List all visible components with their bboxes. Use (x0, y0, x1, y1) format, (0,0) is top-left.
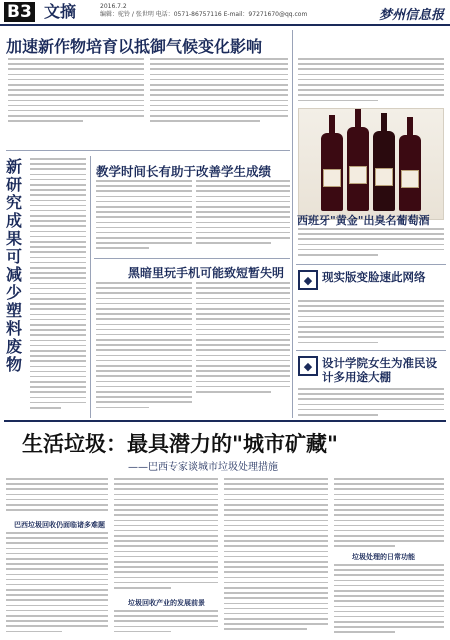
news-brief-icon: ◆ (298, 270, 318, 290)
divider (6, 150, 290, 151)
divider (296, 264, 446, 265)
wine-photo (298, 108, 444, 220)
divider (94, 258, 290, 259)
article-body-teaching-col2 (196, 180, 290, 254)
main-article-body-col4a (334, 478, 444, 548)
article-body-crops-col3 (298, 58, 444, 104)
section-name: 文摘 (44, 2, 77, 21)
main-article-subheadline: ——巴西专家谈城市垃圾处理措施 (128, 462, 278, 473)
main-article-body-col2b (114, 610, 218, 636)
brief-headline-greenhouse: 设计学院女生为准民设计多用途大棚 (322, 356, 437, 384)
divider (296, 350, 446, 351)
brief-headline-face: 现实版变脸速此网络 (322, 270, 426, 284)
article-body-phone-col2 (196, 282, 290, 414)
article-headline-crops: 加速新作物培育以抵御气候变化影响 (6, 37, 263, 56)
main-article-headline: 生活垃圾：最具潜力的"城市矿藏" (22, 432, 338, 456)
main-article-subhead: 垃圾处理的日常功能 (352, 553, 415, 561)
editor-contact: 编辑：驼铃 / 张世明 电话：0571-86757116 E-mail：97271670@qq.com (100, 11, 308, 18)
photo-caption-headline: 西班牙"黄金"出臭名葡萄酒 (297, 214, 430, 227)
side-article-title: 新研究成果可减少塑料废物 (6, 157, 23, 374)
divider (4, 420, 446, 422)
main-article-body-col3 (224, 478, 328, 636)
article-headline-teaching: 教学时间长有助于改善学生成绩 (96, 164, 272, 179)
side-article-body (30, 158, 86, 420)
edition-date: 2016.7.2 (100, 3, 127, 10)
main-article-body-col2a (114, 478, 218, 596)
masthead (0, 0, 450, 26)
article-headline-phone: 黑暗里玩手机可能致短暂失明 (128, 266, 285, 280)
photo-caption-body (298, 228, 444, 260)
article-body-teaching-col1 (96, 180, 192, 254)
page-number: B3 (4, 2, 35, 22)
main-article-subhead: 巴西垃圾回收仍面临诸多难题 (14, 521, 105, 529)
main-article-body-col1b (6, 532, 108, 636)
article-body-crops-col1 (8, 58, 144, 128)
brief-body-face (298, 300, 444, 346)
divider (292, 30, 293, 418)
edition-info (100, 3, 307, 19)
main-article-body-col1a (6, 478, 108, 516)
news-brief-icon: ◆ (298, 356, 318, 376)
main-article-subhead: 垃圾回收产业的发展前景 (128, 599, 205, 607)
article-body-phone-col1 (96, 282, 192, 414)
article-body-crops-col2 (150, 58, 288, 128)
main-article-body-col4b (334, 564, 444, 636)
newspaper-name: 梦州信息报 (378, 8, 444, 23)
brief-body-greenhouse (298, 388, 444, 418)
divider (90, 156, 91, 418)
